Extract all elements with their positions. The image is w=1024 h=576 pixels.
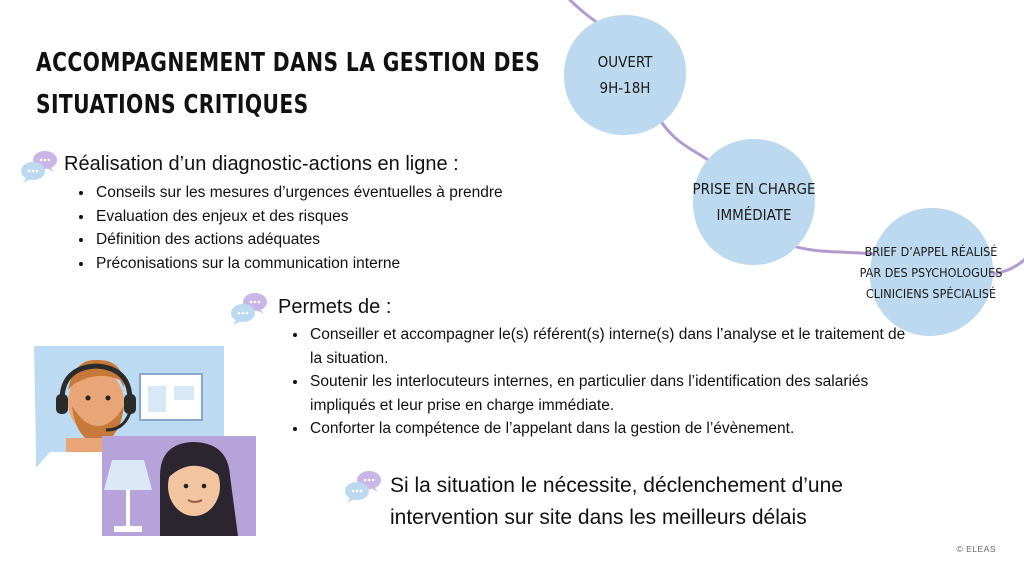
section1-list (74, 181, 503, 275)
info-circle-psychologists: BRIEF D’APPEL RÉALISÉ PAR DES PSYCHOLOGUES CLINICIENS SPÉCIALISÉ (866, 205, 996, 339)
list-item: • Evaluation des enjeux et des risques (94, 205, 503, 229)
chat-bubbles-icon (230, 292, 270, 326)
copyright: © ELEAS (956, 544, 996, 554)
video-call-illustration (28, 340, 260, 546)
list-item: • Conseils sur les mesures d’urgences éventuelles à prendre (94, 181, 503, 205)
section2-heading: Permets de : (278, 296, 392, 318)
section1-heading: Réalisation d’un diagnostic-actions en ligne : (64, 153, 459, 175)
list-item: • Préconisations sur la communication interne (94, 252, 503, 276)
page-title: ACCOMPAGNEMENT DANS LA GESTION DES SITUATIONS CRITIQUES (36, 48, 541, 120)
info-circle-immediate: PRISE EN CHARGE IMMÉDIATE (690, 136, 818, 268)
list-item: • Conseiller et accompagner le(s) référent(s) interne(s) dans l’analyse et le traitement de la situation. (308, 323, 908, 370)
list-item: • Définition des actions adéquates (94, 228, 503, 252)
onsite-intervention-text: Si la situation le nécessite, déclenchement d’une intervention sur site dans les meilleurs délais (390, 474, 843, 529)
list-item: • Soutenir les interlocuteurs internes, en particulier dans l’identification des salariés impliqués et leur prise en charge immédiate. (308, 370, 908, 417)
chat-bubbles-icon (344, 470, 384, 504)
chat-bubbles-icon (20, 150, 60, 184)
info-circle-hours: OUVERT 9H-18H (560, 12, 690, 138)
list-item: • Conforter la compétence de l’appelant dans la gestion de l’évènement. (308, 417, 908, 441)
section2-list (288, 323, 908, 441)
